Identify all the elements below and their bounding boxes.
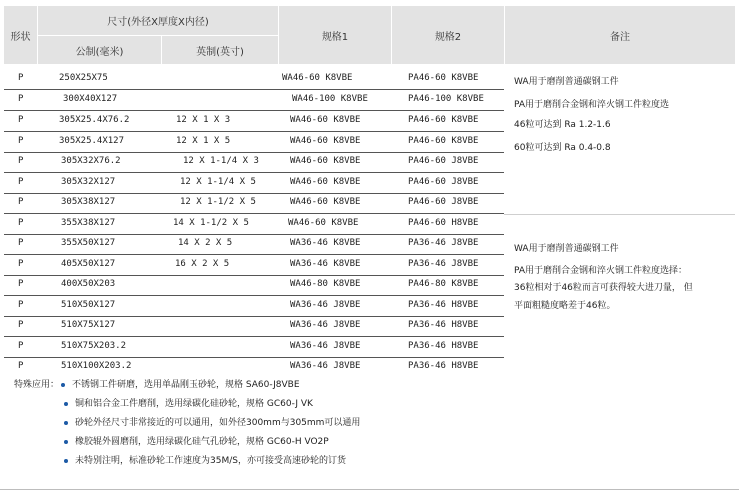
row-divider: [4, 275, 504, 276]
cell-imperial: 12 X 1-1/4 X 5: [180, 177, 256, 187]
cell-imperial: 14 X 1-1/2 X 5: [173, 218, 249, 228]
cell-spec2: PA36-46 H8VBE: [408, 300, 479, 310]
cell-shape: P: [18, 177, 24, 187]
header-imperial: 英制(英寸): [162, 36, 278, 64]
cell-spec1: WA46-60 K8VBE: [290, 197, 361, 207]
cell-shape: P: [18, 94, 24, 104]
cell-spec1: WA46-60 K8VBE: [290, 115, 361, 125]
cell-imperial: 16 X 2 X 5: [175, 259, 230, 269]
cell-spec1: WA46-60 K8VBE: [288, 218, 359, 228]
cell-metric: 355X38X127: [61, 218, 116, 228]
row-divider: [4, 172, 504, 173]
row-divider: [4, 357, 504, 358]
cell-shape: P: [18, 197, 24, 207]
cell-spec2: PA36-46 H8VBE: [408, 320, 479, 330]
cell-shape: P: [18, 218, 24, 228]
remark-group1-line3: 46粒可达到 Ra 1.2-1.6: [514, 120, 611, 130]
header-remark: 备注: [505, 6, 735, 64]
row-divider: [4, 336, 504, 337]
cell-spec2: PA36-46 J8VBE: [408, 238, 479, 248]
cell-spec1: WA46-60 K8VBE: [282, 73, 353, 83]
cell-metric: 510X100X203.2: [61, 361, 132, 371]
special-intro-label: 特殊应用：: [14, 380, 60, 390]
special-item-4: [64, 434, 329, 447]
row-divider: [4, 234, 504, 235]
cell-shape: P: [18, 238, 24, 248]
cell-spec2: PA46-60 J8VBE: [408, 197, 479, 207]
cell-spec1: WA36-46 K8VBE: [290, 259, 361, 269]
cell-metric: 305X25.4X127: [59, 136, 125, 146]
special-line-3: 砂轮外径尺寸非常接近的可以通用，如外径300mm与305mm可以通用: [75, 418, 361, 428]
header-spec2: 规格2: [392, 6, 504, 64]
cell-shape: P: [18, 341, 24, 351]
cell-spec2: PA36-46 H8VBE: [408, 361, 479, 371]
bullet-icon: [64, 459, 68, 463]
cell-spec2: PA46-100 K8VBE: [408, 94, 484, 104]
cell-spec1: WA36-46 J8VBE: [290, 361, 361, 371]
cell-metric: 355X50X127: [61, 238, 116, 248]
cell-spec2: PA46-60 K8VBE: [408, 136, 479, 146]
cell-shape: P: [18, 156, 24, 166]
cell-shape: P: [18, 73, 24, 83]
cell-spec2: PA36-46 J8VBE: [408, 259, 479, 269]
bullet-icon: [64, 402, 68, 406]
special-line-4: 橡胶辊外圆磨削，选用绿碳化硅气孔砂轮，规格 GC60-H VO2P: [75, 437, 329, 447]
cell-imperial: 12 X 1 X 5: [176, 136, 231, 146]
cell-metric: 305X25.4X76.2: [59, 115, 130, 125]
cell-metric: 300X40X127: [63, 94, 118, 104]
cell-spec1: WA46-60 K8VBE: [290, 156, 361, 166]
cell-shape: P: [18, 115, 24, 125]
cell-metric: 250X25X75: [59, 73, 108, 83]
header-spec1: 规格1: [279, 6, 391, 64]
cell-metric: 400X50X203: [61, 279, 116, 289]
cell-metric: 510X50X127: [61, 300, 116, 310]
remark-group1-line2: PA用于磨削合金钢和淬火钢工件粒度选: [514, 100, 670, 110]
special-item-5: [64, 453, 346, 466]
cell-metric: 305X38X127: [61, 197, 116, 207]
page-bottom-rule: [0, 489, 739, 490]
bullet-icon: [64, 440, 68, 444]
remark-group1-line4: 60粒可达到 Ra 0.4-0.8: [514, 143, 611, 153]
row-divider: [4, 316, 504, 317]
cell-spec1: WA46-80 K8VBE: [290, 279, 361, 289]
bullet-icon: [61, 383, 65, 387]
cell-spec1: WA36-46 K8VBE: [290, 238, 361, 248]
cell-shape: P: [18, 279, 24, 289]
cell-imperial: 14 X 2 X 5: [178, 238, 233, 248]
remark-divider: [504, 214, 735, 215]
cell-spec2: PA46-60 K8VBE: [408, 73, 479, 83]
header-metric: 公制(毫米): [38, 36, 161, 64]
cell-shape: P: [18, 361, 24, 371]
remark-group2-line1: WA用于磨削普通碳钢工件: [514, 244, 619, 254]
special-intro: [14, 377, 300, 390]
row-divider: [4, 193, 504, 194]
cell-metric: 510X75X127: [61, 320, 116, 330]
cell-spec2: PA46-80 K8VBE: [408, 279, 479, 289]
cell-spec2: PA36-46 H8VBE: [408, 341, 479, 351]
row-divider: [4, 89, 504, 90]
header-shape: 形状: [4, 6, 37, 64]
cell-spec2: PA46-60 K8VBE: [408, 115, 479, 125]
cell-shape: P: [18, 300, 24, 310]
cell-spec2: PA46-60 H8VBE: [408, 218, 479, 228]
special-item-3: [64, 415, 360, 428]
cell-spec1: WA36-46 J8VBE: [290, 300, 361, 310]
remark-group2-line4: 平面粗糙度略差于46粒。: [514, 301, 616, 311]
cell-spec2: PA46-60 J8VBE: [408, 177, 479, 187]
header-size: 尺寸(外径X厚度X内径): [38, 6, 278, 35]
row-divider: [4, 131, 504, 132]
row-divider: [4, 295, 504, 296]
special-line-2: 铜和铝合金工件磨削，选用绿碳化硅砂轮，规格 GC60-J VK: [75, 399, 313, 409]
cell-spec1: WA36-46 J8VBE: [290, 320, 361, 330]
bullet-icon: [64, 421, 68, 425]
cell-imperial: 12 X 1 X 3: [176, 115, 231, 125]
cell-metric: 305X32X76.2: [61, 156, 121, 166]
cell-spec1: WA46-60 K8VBE: [290, 177, 361, 187]
cell-shape: P: [18, 320, 24, 330]
row-divider: [4, 213, 504, 214]
cell-spec1: WA46-60 K8VBE: [290, 136, 361, 146]
special-line-5: 未特别注明，标准砂轮工作速度为35M/S，亦可接受高速砂轮的订货: [75, 456, 346, 466]
cell-shape: P: [18, 136, 24, 146]
cell-metric: 305X32X127: [61, 177, 116, 187]
cell-spec2: PA46-60 J8VBE: [408, 156, 479, 166]
special-item-2: [64, 396, 313, 409]
remark-group1-line1: WA用于磨削普通碳钢工件: [514, 77, 619, 87]
row-divider: [4, 152, 504, 153]
cell-spec1: WA36-46 J8VBE: [290, 341, 361, 351]
cell-spec1: WA46-100 K8VBE: [292, 94, 368, 104]
remark-group2-line2: PA用于磨削合金钢和淬火钢工件粒度选择：: [514, 266, 688, 276]
cell-shape: P: [18, 259, 24, 269]
remark-group2-line3: 36粒相对于46粒而言可获得较大进刀量， 但: [514, 283, 693, 293]
cell-imperial: 12 X 1-1/4 X 3: [183, 156, 259, 166]
row-divider: [4, 110, 504, 111]
special-line-1: 不锈钢工件研磨，选用单晶刚玉砂轮，规格 SA60-J8VBE: [72, 380, 300, 390]
cell-metric: 405X50X127: [61, 259, 116, 269]
cell-metric: 510X75X203.2: [61, 341, 127, 351]
row-divider: [4, 254, 504, 255]
cell-imperial: 12 X 1-1/2 X 5: [180, 197, 256, 207]
